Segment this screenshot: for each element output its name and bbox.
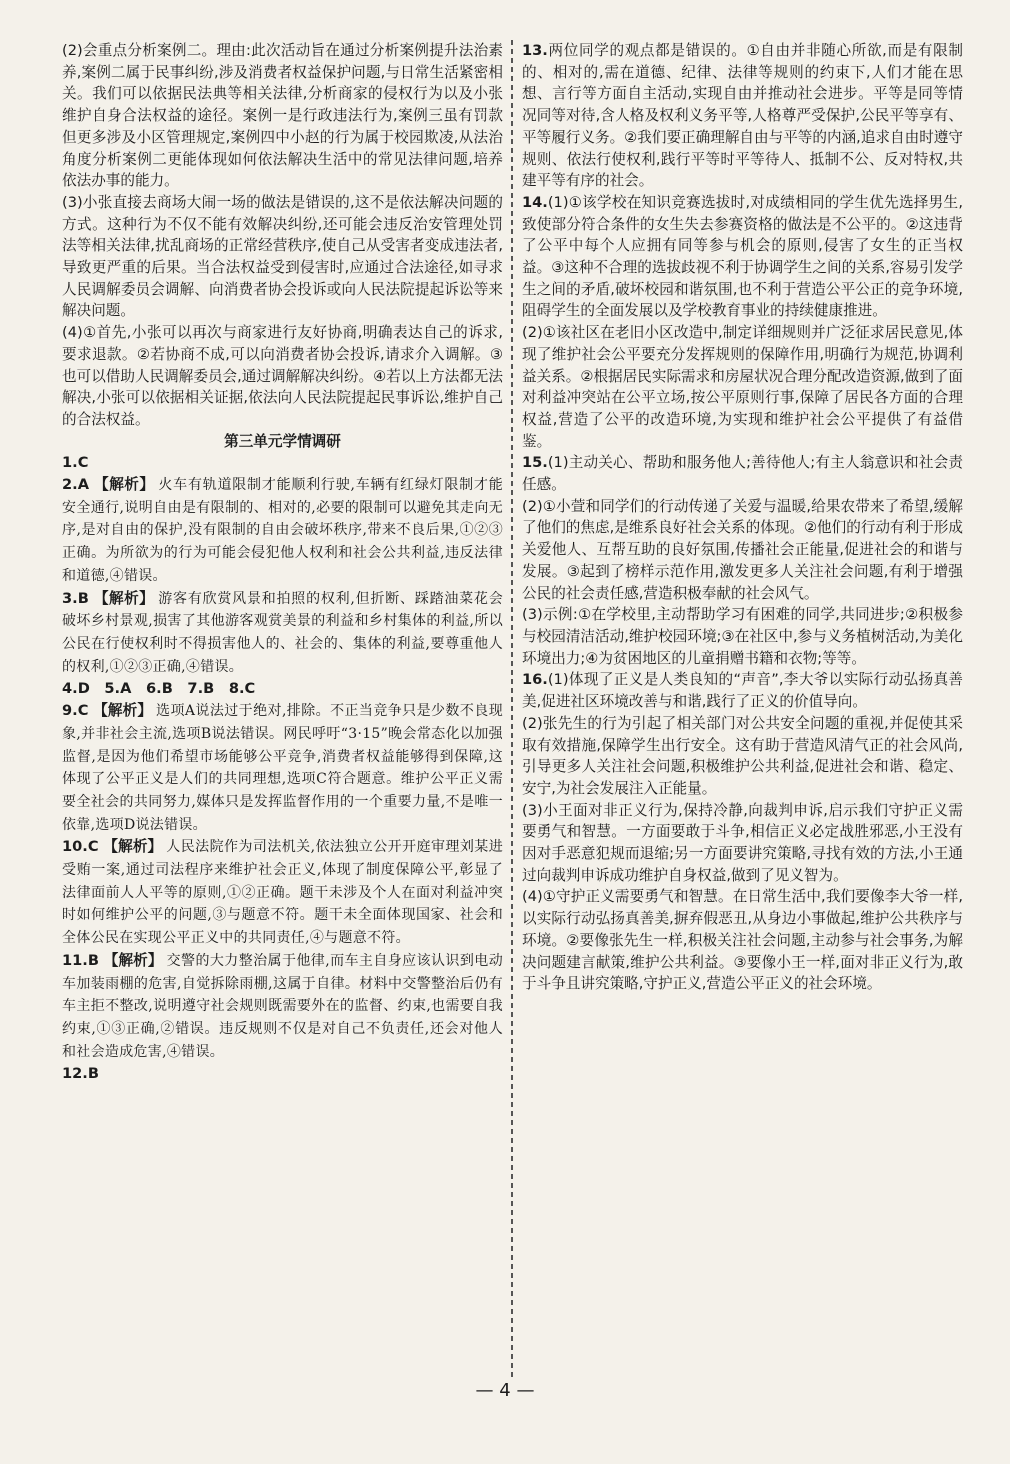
answer-item: 1.C bbox=[62, 454, 89, 472]
answer-item bbox=[62, 588, 503, 679]
analysis-text: 交警的大力整治属于他律,而车主自身应该认识到电动车加装雨棚的危害,自觉拆除雨棚,这属于自律。材料中交警整治后仍有车主拒不整改,说明遵守社会规则既需要外在的监督、约束,也需要自我约束,①③正确,②错误。违反规则不仅是对自己不负责任,还会对他人和社会造成危害,④错误。 bbox=[62, 952, 503, 1060]
analysis-tag: 【解析】 bbox=[93, 589, 155, 607]
question-number: 11.B bbox=[62, 951, 99, 969]
answer-item bbox=[62, 700, 503, 836]
answer-paragraph: (2)会重点分析案例二。理由:此次活动旨在通过分析案例提升法治素养,案例二属于民事纠纷,涉及消费者权益保护问题,与日常生活紧密相关。我们可以依据民法典等相关法律,分析商家的侵权行为以及小张维护自身合法权益的途径。案例一是行政违法行为,案例三虽有罚款但更多涉及小区管理规定,案例四中小赵的行为属于校园欺凌,从法治角度分析案例二更能体现如何依法解决生活中的常见法律问题,培养依法办事的能力。 bbox=[62, 42, 503, 190]
column-divider bbox=[511, 40, 513, 1380]
answer-text: (1)体现了正义是人类良知的“声音”,李大爷以实际行动弘扬真善美,促进社区环境改善与和谐,践行了正义的价值导向。 bbox=[522, 671, 963, 711]
analysis-text: 火车有轨道限制才能顺利行驶,车辆有红绿灯限制才能安全通行,说明自由是有限制的、相对的,必要的限制可以避免其走向无序,是对自由的保护,没有限制的自由会破坏秩序,带来不良后果,①②③正确。为所欲为的行为可能会侵犯他人权利和社会公共利益,违反法律和道德,④错误。 bbox=[62, 477, 503, 584]
answer-item bbox=[62, 836, 503, 950]
answer-item bbox=[62, 474, 503, 588]
answer-paragraph: (4)①守护正义需要勇气和智慧。在日常生活中,我们要像李大爷一样,以实际行动弘扬真善美,摒弃假恶丑,从身边小事做起,维护公共秩序与环境。②要像张先生一样,积极关注社会问题,主动参与社会事务,为解决问题建言献策,维护公共利益。③要像小王一样,面对非正义行为,敢于斗争且讲究策略,守护正义,营造公平正义的社会环境。 bbox=[522, 888, 963, 993]
analysis-text: 选项A说法过于绝对,排除。不正当竞争只是少数不良现象,并非社会主流,选项B说法错误。网民呼吁“3·15”晚会常态化以加强监督,是因为他们希望市场能够公平竞争,消费者权益能够得到保障,这体现了公平正义是人们的共同理想,选项C符合题意。维护公平正义需要全社会的共同努力,媒体只是发挥监督作用的一个重要力量,不是唯一依靠,选项D说法错误。 bbox=[62, 703, 503, 833]
section-title: 第三单元学情调研 bbox=[224, 432, 341, 450]
answer-text: 两位同学的观点都是错误的。①自由并非随心所欲,而是有限制的、相对的,需在道德、纪律、法律等规则的约束下,人们才能在思想、言行等方面自主活动,实现自由并推动社会进步。平等是同等情况同等对待,含人格及权利义务平等,人格尊严受保护,公民平等享有、平等履行义务。②我们要正确理解自由与平等的内涵,追求自由时遵守规则、依法行使权利,践行平等时平等待人、抵制不公、反对特权,共建平等有序的社会。 bbox=[522, 42, 963, 190]
question-number: 9.C bbox=[62, 702, 89, 720]
answer-paragraph: (2)张先生的行为引起了相关部门对公共安全问题的重视,并促使其采取有效措施,保障学生出行安全。这有助于营造风清气正的社会风尚,引导更多人关注社会问题,积极维护公共利益,促进社会和谐、稳定、安宁,为社会发展注入正能量。 bbox=[522, 714, 963, 797]
analysis-text: 人民法院作为司法机关,依法独立公开开庭审理刘某进受贿一案,通过司法程序来维护社会正义,体现了制度保障公平,彰显了法律面前人人平等的原则,①②正确。题干未涉及个人在面对利益冲突时如何维护公平的问题,③与题意不符。题干未全面体现国家、社会和全体公民在实现公平正义中的共同责任,④与题意不符。 bbox=[62, 839, 503, 947]
answer-item: 4.D 5.A 6.B 7.B 8.C bbox=[62, 680, 256, 698]
answer-paragraph: (2)①小萱和同学们的行动传递了关爱与温暖,给果农带来了希望,缓解了他们的焦虑,是维系良好社会关系的体现。②他们的行动有利于形成关爱他人、互帮互助的良好氛围,传播社会正能量,促进社会的和谐与发展。③起到了榜样示范作用,激发更多人关注社会问题,有利于增强公民的社会责任感,营造积极奉献的社会风气。 bbox=[522, 497, 963, 602]
left-column bbox=[62, 40, 503, 1085]
answer-item bbox=[522, 40, 963, 192]
answer-item bbox=[522, 669, 963, 712]
question-number: 10.C bbox=[62, 838, 99, 856]
page-number: — 4 — bbox=[475, 1380, 535, 1401]
question-number: 16. bbox=[522, 671, 548, 689]
question-number: 14. bbox=[522, 193, 548, 211]
analysis-tag: 【解析】 bbox=[94, 476, 155, 494]
answer-paragraph: (3)示例:①在学校里,主动帮助学习有困难的同学,共同进步;②积极参与校园清洁活动,维护校园环境;③在社区中,参与义务植树活动,为美化环境出力;④为贫困地区的儿童捐赠书籍和衣物;等等。 bbox=[522, 606, 963, 667]
answer-item bbox=[62, 950, 503, 1064]
answer-text: (1)主动关心、帮助和服务他人;善待他人;有主人翁意识和社会责任感。 bbox=[522, 454, 963, 494]
answer-item: 12.B bbox=[62, 1065, 99, 1083]
analysis-tag: 【解析】 bbox=[103, 951, 163, 969]
answer-item bbox=[522, 452, 963, 495]
right-column bbox=[522, 40, 963, 995]
analysis-tag: 【解析】 bbox=[103, 838, 163, 856]
answer-item bbox=[522, 192, 963, 322]
answer-paragraph: (4)①首先,小张可以再次与商家进行友好协商,明确表达自己的诉求,要求退款。②若协商不成,可以向消费者协会投诉,请求介入调解。③也可以借助人民调解委员会,通过调解解决纠纷。④若以上方法都无法解决,小张可以依据相关证据,依法向人民法院提起民事诉讼,维护自己的合法权益。 bbox=[62, 324, 503, 428]
question-number: 15. bbox=[522, 454, 548, 472]
answer-paragraph: (3)小张直接去商场大闹一场的做法是错误的,这不是依法解决问题的方式。这种行为不仅不能有效解决纠纷,还可能会违反治安管理处罚法等相关法律,扰乱商场的正常经营秩序,使自己从受害者变成违法者,导致更严重的后果。当合法权益受到侵害时,应通过合法途径,如寻求人民调解委员会调解、向消费者协会投诉或向人民法院提起诉讼等来解决问题。 bbox=[62, 193, 503, 320]
answer-paragraph: (2)①该社区在老旧小区改造中,制定详细规则并广泛征求居民意见,体现了维护社会公平要充分发挥规则的保障作用,明确行为规范,协调利益关系。②根据居民实际需求和房屋状况合理分配改造资源,做到了面对利益冲突站在公平立场,按公平原则行事,保障了居民各方面的合理权益,营造了公平的改造环境,为实现和维护社会公平提供了有益借鉴。 bbox=[522, 324, 963, 450]
analysis-tag: 【解析】 bbox=[93, 702, 153, 720]
answer-text: (1)①该学校在知识竞赛选拔时,对成绩相同的学生优先选择男生,致使部分符合条件的女生失去参赛资格的做法是不公平的。②这违背了公平中每个人应拥有同等参与机会的原则,侵害了女生的正当权益。③这种不合理的选拔歧视不利于协调学生之间的关系,容易引发学生之间的矛盾,破坏校园和谐氛围,也不利于营造公平公正的竞争环境,阻碍学生的全面发展以及学校教育事业的持续健康推进。 bbox=[522, 193, 963, 320]
question-number: 3.B bbox=[62, 589, 89, 607]
question-number: 13. bbox=[522, 42, 548, 59]
analysis-text: 游客有欣赏风景和拍照的权利,但折断、踩踏油菜花会破坏乡村景观,损害了其他游客观赏美景的利益和乡村集体的利益,所以公民在行使权利时不得损害他人的、社会的、集体的利益,要尊重他人的权利,①②③正确,④错误。 bbox=[62, 590, 503, 675]
answer-paragraph: (3)小王面对非正义行为,保持冷静,向裁判申诉,启示我们守护正义需要勇气和智慧。一方面要敢于斗争,相信正义必定战胜邪恶,小王没有因对手恶意犯规而退缩;另一方面要讲究策略,寻找有效的方法,小王通过向裁判申诉成功维护自身权益,做到了见义智为。 bbox=[522, 801, 963, 884]
question-number: 2.A bbox=[62, 476, 89, 494]
